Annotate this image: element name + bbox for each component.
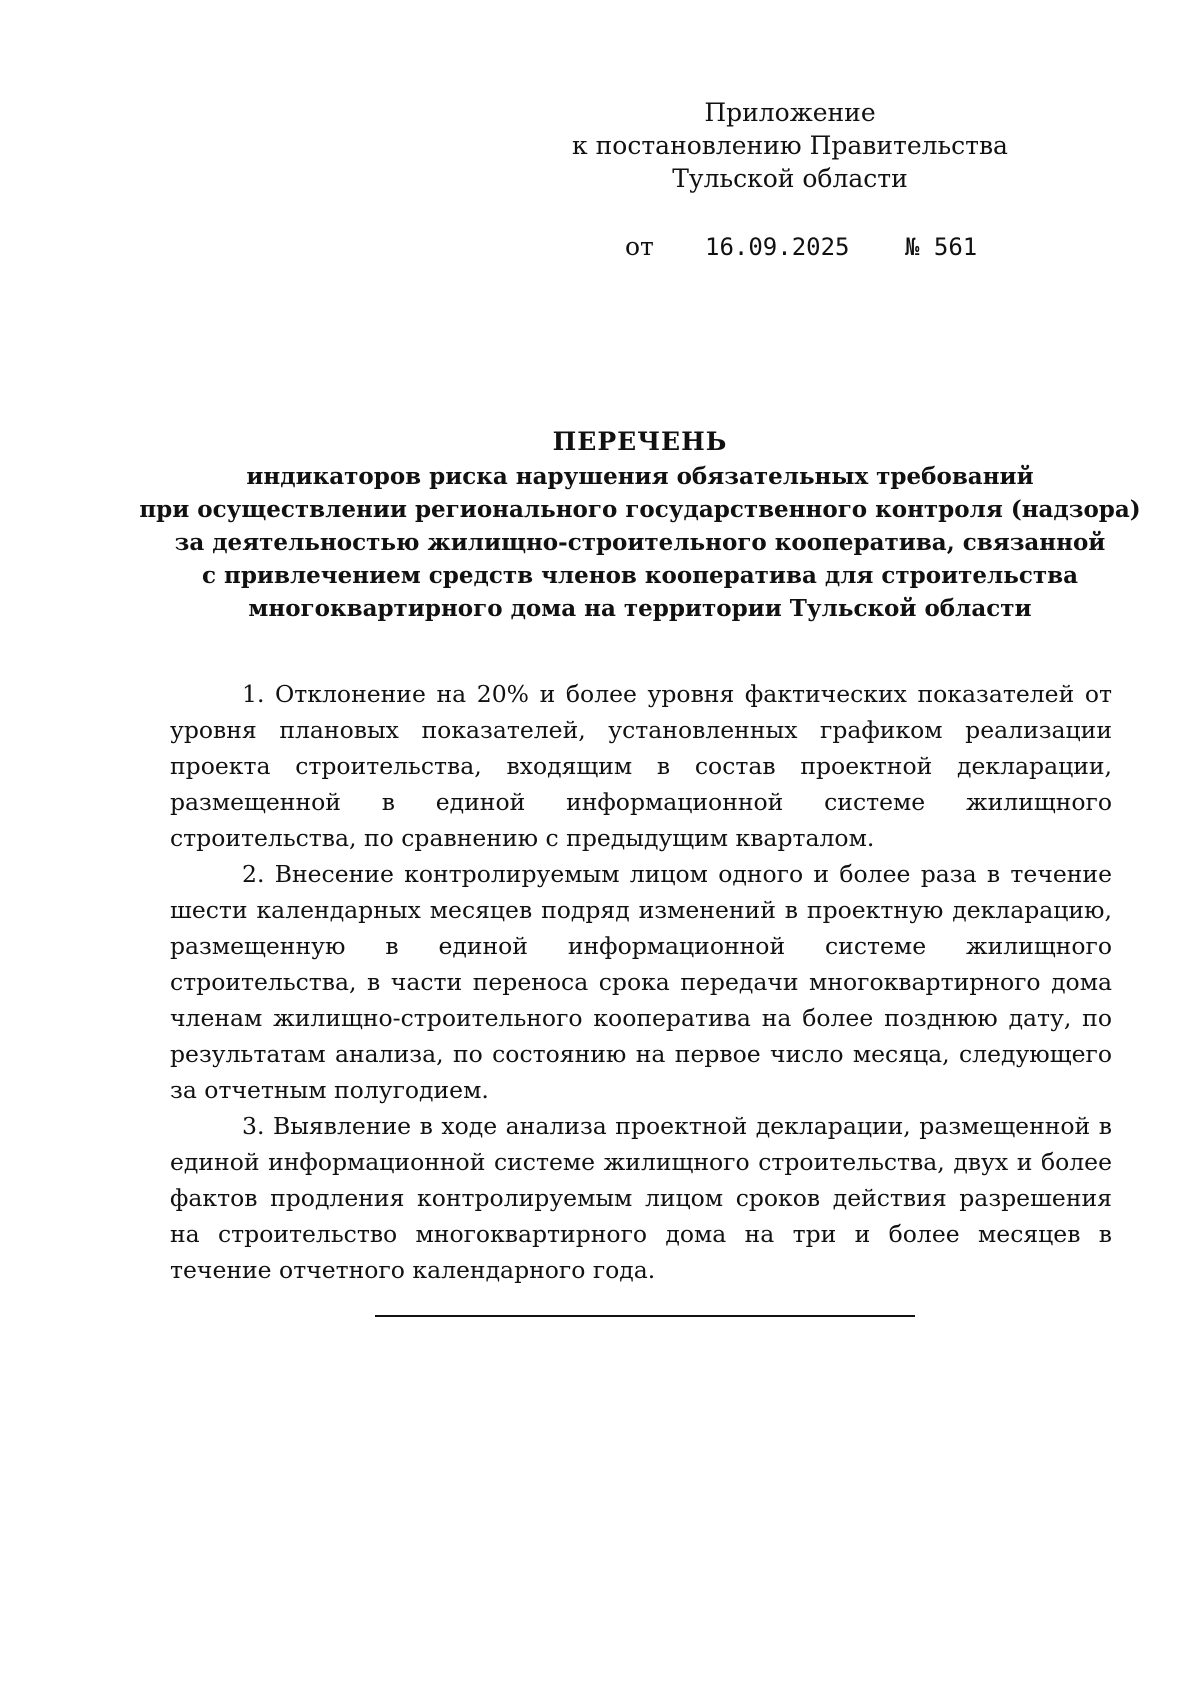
title-line: многоквартирного дома на территории Тульской области xyxy=(248,595,1032,622)
document-body xyxy=(170,676,1112,1288)
list-item: 1. Отклонение на 20% и более уровня фактических показателей от уровня плановых показателей, установленных графиком реализации проекта строительства, входящим в состав проектной декларации, размещенной в единой информационной системе жилищного строительства, по сравнению с предыдущим кварталом. xyxy=(170,680,1112,852)
document-date-line xyxy=(625,230,977,264)
appendix-header xyxy=(560,96,1020,195)
list-item: 3. Выявление в ходе анализа проектной декларации, размещенной в единой информационной системе жилищного строительства, двух и более фактов продления контролируемым лицом сроков действия разрешения на строительство многоквартирного дома на три и более месяцев в течение отчетного календарного года. xyxy=(170,1112,1112,1284)
date-prefix: от xyxy=(625,232,654,261)
list-item: 2. Внесение контролируемым лицом одного и более раза в течение шести календарных месяцев подряд изменений в проектную декларацию, размещенную в единой информационной системе жилищного строительства, в части переноса срока передачи многоквартирного дома членам жилищно-строительного кооператива на более позднюю дату, по результатам анализа, по состоянию на первое число месяца, следующего за отчетным полугодием. xyxy=(170,860,1112,1104)
document-title xyxy=(100,425,1180,625)
document-number: № 561 xyxy=(905,233,978,261)
title-line: с привлечением средств членов кооператива для строительства xyxy=(201,562,1079,589)
title-line: за деятельностью жилищно-строительного кооператива, связанной xyxy=(174,529,1106,556)
closing-rule xyxy=(375,1315,915,1317)
title-main: ПЕРЕЧЕНЬ xyxy=(552,427,728,456)
appendix-label: Приложение xyxy=(704,98,876,127)
title-line: индикаторов риска нарушения обязательных требований xyxy=(246,463,1034,490)
title-line: при осуществлении регионального государственного контроля (надзора) xyxy=(139,496,1141,523)
document-date: 16.09.2025 xyxy=(705,233,850,261)
appendix-resolution-ref: к постановлению Правительства xyxy=(572,131,1008,160)
appendix-region: Тульской области xyxy=(672,164,908,193)
